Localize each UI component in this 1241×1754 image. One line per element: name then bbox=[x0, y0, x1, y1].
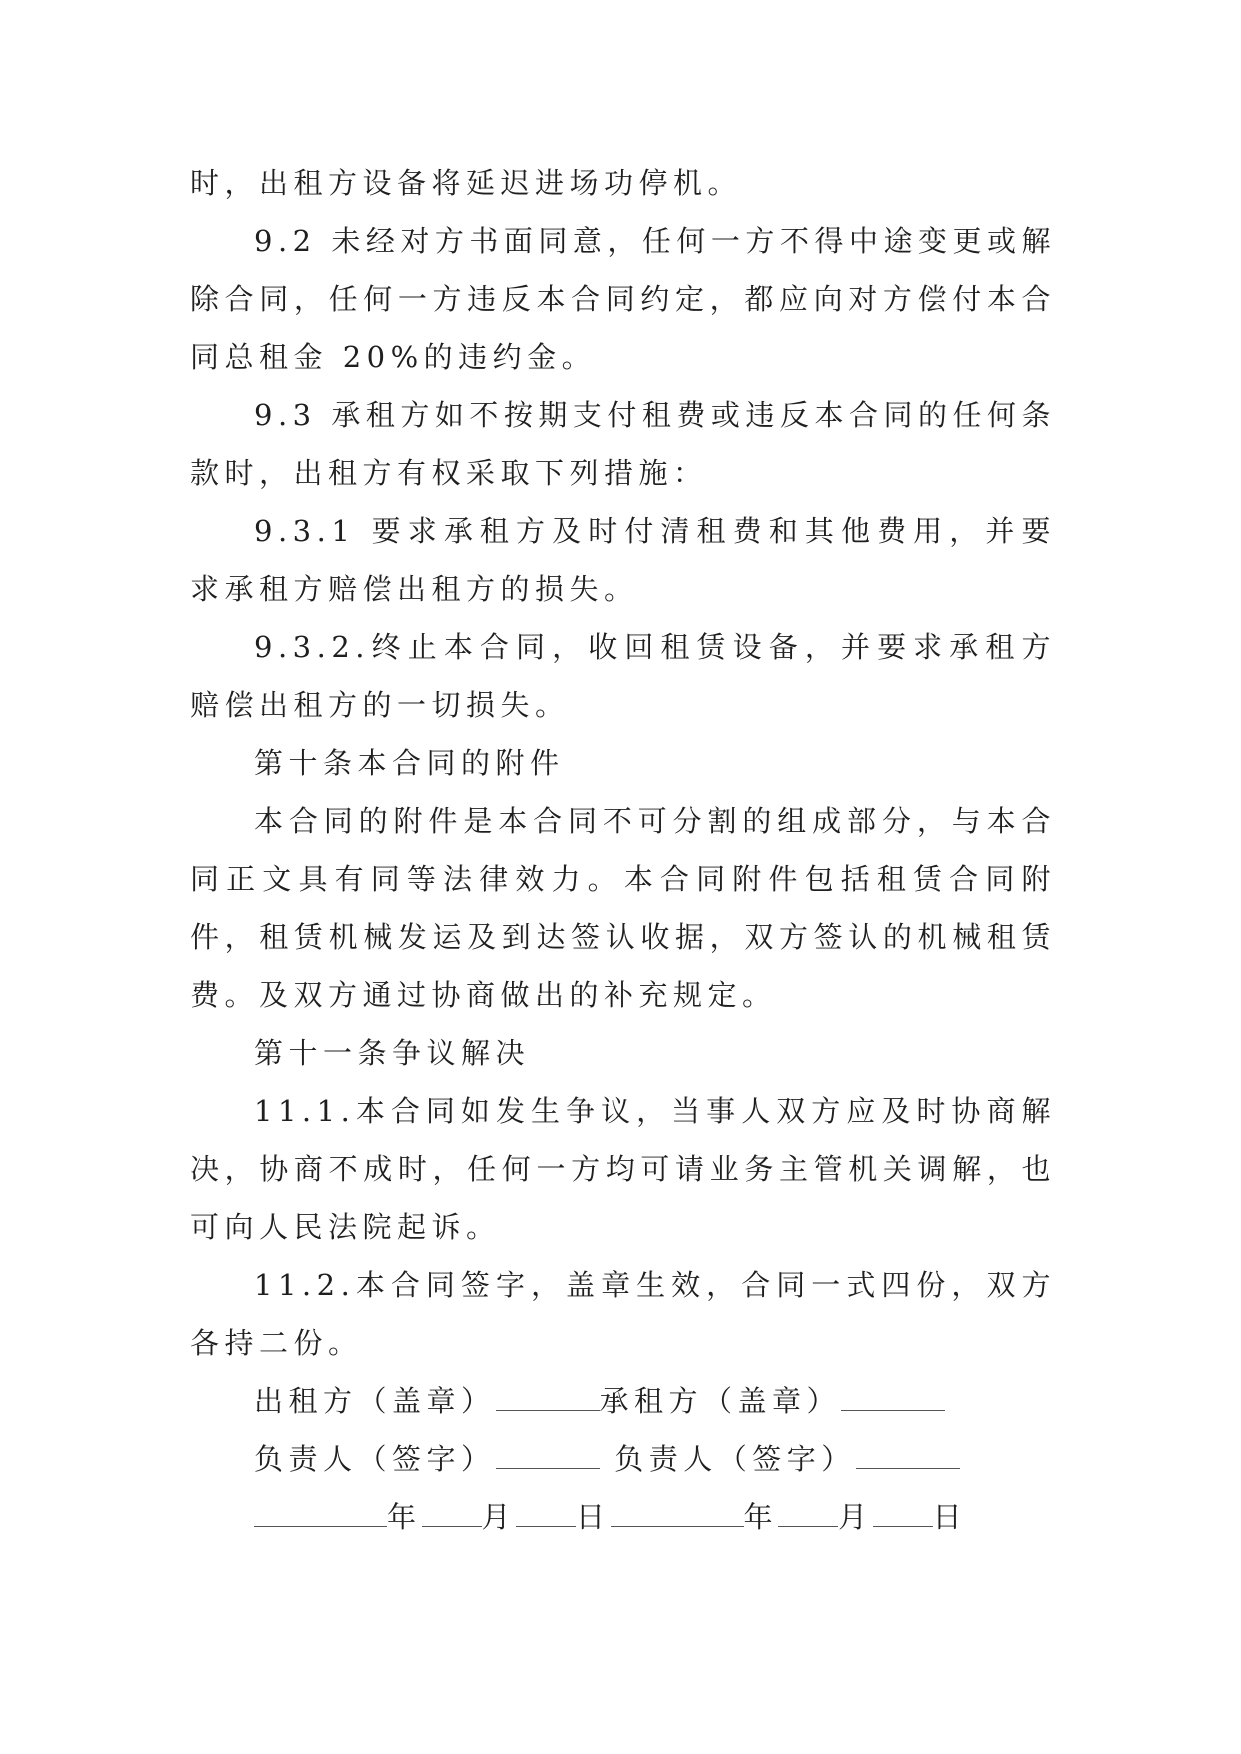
lessee-year-blank[interactable] bbox=[611, 1504, 744, 1527]
lessor-year-blank[interactable] bbox=[254, 1504, 387, 1527]
lessor-day-blank[interactable] bbox=[516, 1504, 576, 1527]
clause-11-2: 11.2.本合同签字，盖章生效，合同一式四份，双方各持二份。 bbox=[190, 1268, 1056, 1360]
day-label: 日 bbox=[576, 1500, 611, 1534]
lessee-day-blank[interactable] bbox=[873, 1504, 933, 1527]
lessor-month-blank[interactable] bbox=[422, 1504, 482, 1527]
paragraph-continuation: 时，出租方设备将延迟进场功停机。 bbox=[190, 166, 743, 200]
lessor-seal-blank[interactable] bbox=[496, 1388, 600, 1411]
article-10-body: 本合同的附件是本合同不可分割的组成部分，与本合同正文具有同等法律效力。本合同附件包括租赁合同附件，租赁机械发运及到达签认收据，双方签认的机械租赁费。及双方通过协商做出的补充规定。 bbox=[190, 804, 1056, 1012]
clause-9-2: 9.2 未经对方书面同意，任何一方不得中途变更或解除合同，任何一方违反本合同约定，都应向对方偿付本合同总租金 20%的违约金。 bbox=[190, 224, 1056, 374]
lessor-sign-blank[interactable] bbox=[496, 1446, 600, 1469]
article-11-heading: 第十一条争议解决 bbox=[254, 1036, 531, 1070]
seal-line bbox=[190, 1372, 1056, 1430]
lessor-seal-label: 出租方（盖章） bbox=[254, 1384, 496, 1418]
signature-line bbox=[190, 1430, 1056, 1488]
lessee-sign-label: 负责人（签字） bbox=[614, 1442, 856, 1476]
year-label: 年 bbox=[387, 1500, 422, 1534]
day-label-2: 日 bbox=[932, 1500, 968, 1534]
article-10-heading: 第十条本合同的附件 bbox=[254, 746, 565, 780]
clause-9-3-2: 9.3.2.终止本合同，收回租赁设备，并要求承租方赔偿出租方的一切损失。 bbox=[190, 630, 1056, 722]
lessee-seal-label: 承租方（盖章） bbox=[599, 1384, 842, 1418]
clause-11-1: 11.1.本合同如发生争议，当事人双方应及时协商解决，协商不成时，任何一方均可请业务主管机关调解，也可向人民法院起诉。 bbox=[190, 1094, 1056, 1244]
month-label: 月 bbox=[481, 1500, 517, 1534]
contract-text bbox=[190, 154, 1056, 1546]
year-label-2: 年 bbox=[743, 1500, 779, 1534]
lessor-sign-label: 负责人（签字） bbox=[254, 1442, 496, 1476]
lessee-month-blank[interactable] bbox=[778, 1504, 838, 1527]
lessee-sign-blank[interactable] bbox=[856, 1446, 960, 1469]
lessee-seal-blank[interactable] bbox=[841, 1388, 945, 1411]
clause-9-3: 9.3 承租方如不按期支付租费或违反本合同的任何条款时，出租方有权采取下列措施： bbox=[190, 398, 1056, 490]
date-line bbox=[190, 1488, 1056, 1546]
clause-9-3-1: 9.3.1 要求承租方及时付清租费和其他费用，并要求承租方赔偿出租方的损失。 bbox=[190, 514, 1056, 606]
month-label-2: 月 bbox=[838, 1500, 873, 1534]
